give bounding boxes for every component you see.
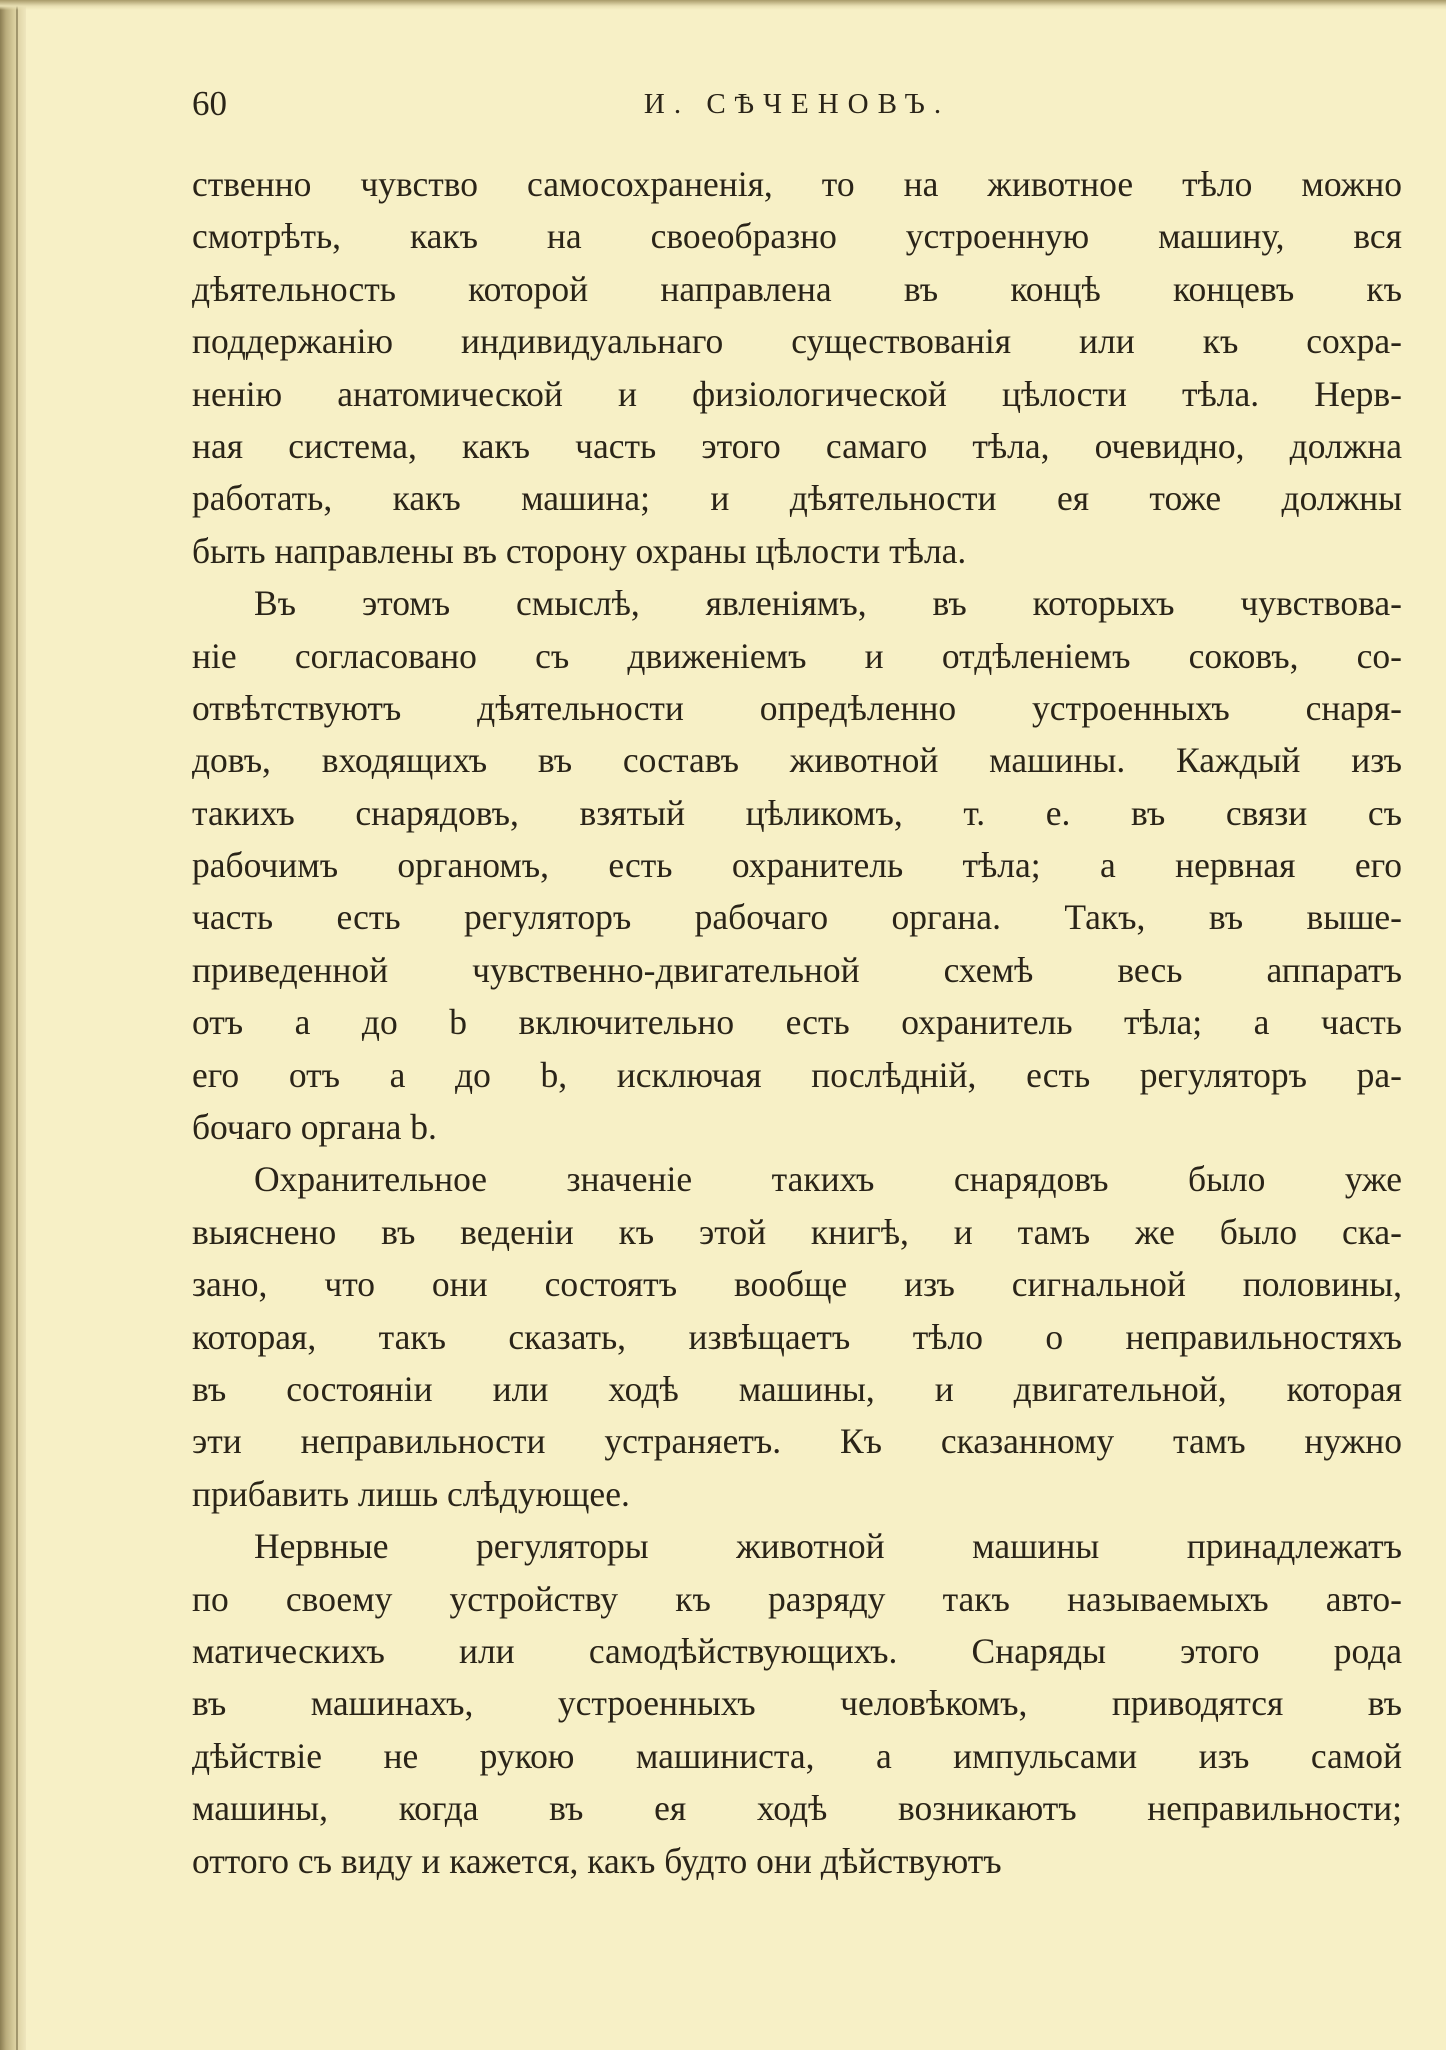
text-line: Нервные регуляторы животной машины принадлежатъ <box>254 1526 1402 1567</box>
text-line: быть направлены въ сторону охраны цѣлости тѣла. <box>192 530 967 571</box>
text-line: по своему устройству къ разряду такъ называемыхъ авто- <box>192 1578 1402 1619</box>
page-edge-shadow <box>0 0 26 2050</box>
text-line: матическихъ или самодѣйствующихъ. Снаряды этого рода <box>192 1630 1402 1671</box>
text-line: ственно чувство самосохраненія, то на животное тѣло можно <box>192 164 1402 204</box>
text-line: Въ этомъ смыслѣ, явленіямъ, въ которыхъ чувствова- <box>254 583 1402 624</box>
text-line: рабочимъ органомъ, есть охранитель тѣла; а нервная его <box>192 845 1402 886</box>
text-line: дѣятельность которой направлена въ концѣ концевъ къ <box>192 268 1402 309</box>
text-line: его отъ a до b, исключая послѣдній, есть регуляторъ ра- <box>192 1054 1402 1095</box>
text-line: въ состояніи или ходѣ машины, и двигательной, которая <box>192 1368 1402 1409</box>
text-line: отвѣтствуютъ дѣятельности опредѣленно устроенныхъ снаря- <box>192 687 1402 728</box>
text-line: поддержанію индивидуальнаго существованія или къ сохра- <box>192 321 1402 362</box>
text-line: которая, такъ сказать, извѣщаетъ тѣло о неправильностяхъ <box>192 1316 1402 1357</box>
paragraph <box>192 1153 1402 1520</box>
text-line: прибавить лишь слѣдующее. <box>192 1473 630 1514</box>
text-line: эти неправильности устраняетъ. Къ сказанному тамъ нужно <box>192 1421 1402 1462</box>
page-top-edge <box>0 0 1446 10</box>
body-text <box>192 158 1402 1887</box>
text-line: часть есть регуляторъ рабочаго органа. Такъ, въ выше- <box>192 897 1402 938</box>
text-line: выяснено въ веденіи къ этой книгѣ, и тамъ же было ска- <box>192 1211 1402 1252</box>
text-line: ненію анатомической и физіологической цѣлости тѣла. Нерв- <box>192 373 1402 414</box>
text-line: отъ a до b включительно есть охранитель тѣла; а часть <box>192 1002 1402 1043</box>
paragraph <box>192 158 1402 577</box>
page-header <box>192 76 1402 132</box>
text-line: ная система, какъ часть этого самаго тѣла, очевидно, должна <box>192 425 1402 466</box>
binding-line <box>16 0 18 2050</box>
text-line: приведенной чувственно-двигательной схемѣ весь аппаратъ <box>192 949 1402 990</box>
text-line: довъ, входящихъ въ составъ животной машины. Каждый изъ <box>192 740 1402 781</box>
text-line: дѣйствіе не рукою машиниста, а импульсами изъ самой <box>192 1735 1402 1776</box>
text-line: смотрѣть, какъ на своеобразно устроенную машину, вся <box>192 216 1402 257</box>
text-line: зано, что они состоятъ вообще изъ сигнальной половины, <box>192 1264 1402 1305</box>
text-line: въ машинахъ, устроенныхъ человѣкомъ, приводятся въ <box>192 1683 1402 1724</box>
text-line: бочаго органа b. <box>192 1107 437 1148</box>
text-line: ніе согласовано съ движеніемъ и отдѣленіемъ соковъ, со- <box>192 635 1402 676</box>
text-line: работать, какъ машина; и дѣятельности ея тоже должны <box>192 478 1402 519</box>
text-line: такихъ снарядовъ, взятый цѣликомъ, т. е. въ связи съ <box>192 792 1402 833</box>
running-head: И. СѢЧЕНОВЪ. <box>643 88 951 120</box>
page-number: 60 <box>192 84 227 123</box>
text-line: Охранительное значеніе такихъ снарядовъ было уже <box>254 1159 1402 1200</box>
paragraph <box>192 1520 1402 1887</box>
paragraph <box>192 577 1402 1153</box>
text-line: машины, когда въ ея ходѣ возникаютъ неправильности; <box>192 1788 1402 1829</box>
text-line: оттого съ виду и кажется, какъ будто они дѣйствуютъ <box>192 1840 1002 1881</box>
